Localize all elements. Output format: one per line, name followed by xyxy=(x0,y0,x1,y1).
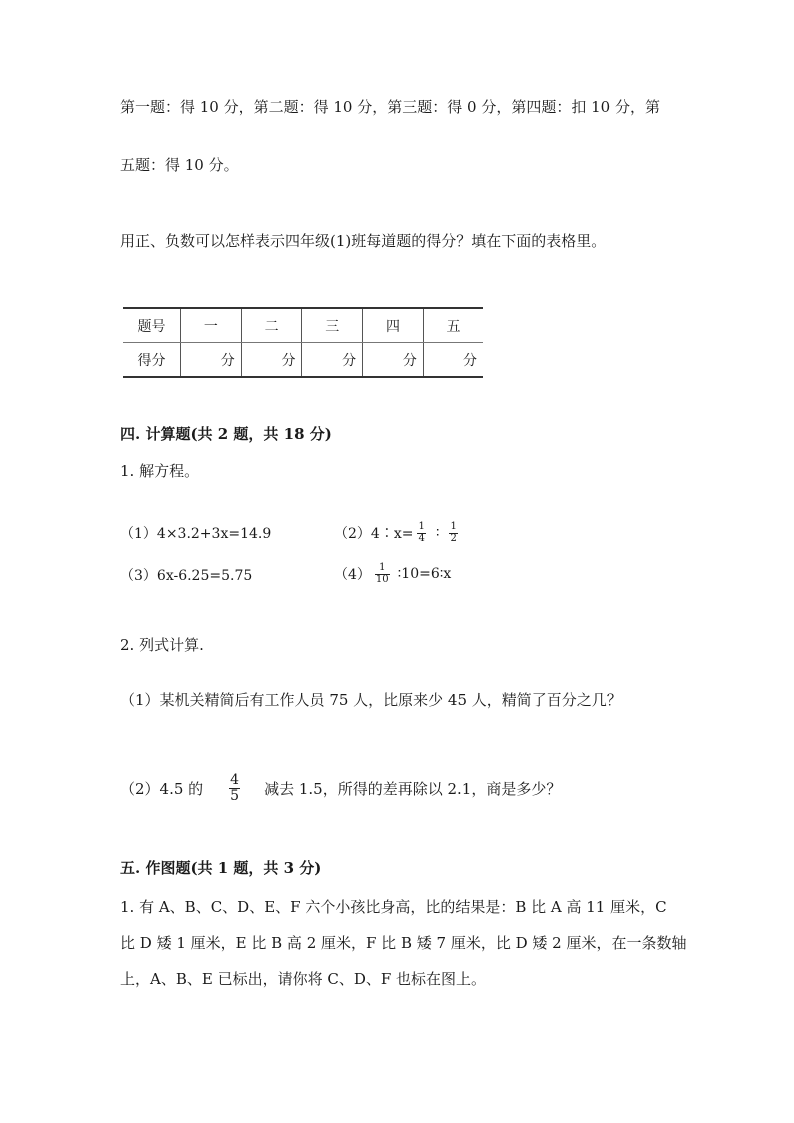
q2-2-fraction xyxy=(229,773,240,803)
equation-4-prefix: （4） xyxy=(334,567,371,583)
intro-question: 用正、负数可以怎样表示四年级(1)班每道题的得分？填在下面的表格里。 xyxy=(120,232,607,250)
fraction-numerator: 4 xyxy=(230,771,240,788)
equation-4 xyxy=(334,557,451,591)
section-4-q1-title: 1. 解方程。 xyxy=(120,462,200,480)
score-cell-4[interactable]: 分 xyxy=(363,343,424,378)
score-table-header-cell: 二 xyxy=(241,308,302,343)
score-table-header-cell: 三 xyxy=(302,308,363,343)
equation-4-suffix: ∶10=6∶x xyxy=(397,566,452,582)
fraction-numerator: 1 xyxy=(379,562,386,573)
fraction-denominator: 2 xyxy=(450,532,457,544)
section-5-line-3: 上，A、B、E 已标出，请你将 C、D、F 也标在图上。 xyxy=(120,970,487,988)
section-5-line-2: 比 D 矮 1 厘米，E 比 B 高 2 厘米，F 比 B 矮 7 厘米，比 D 矮 2 厘米，在一条数轴 xyxy=(120,934,687,952)
section-5-line-1: 1. 有 A、B、C、D、E、F 六个小孩比身高，比的结果是：B 比 A 高 11 厘米，C xyxy=(120,898,667,916)
score-cell-2[interactable]: 分 xyxy=(241,343,302,378)
section-4-title: 四. 计算题(共 2 题，共 18 分) xyxy=(120,425,332,443)
section-4-q2-title: 2. 列式计算. xyxy=(120,636,204,654)
fraction-denominator: 10 xyxy=(375,573,389,585)
section-5-title: 五. 作图题(共 1 题，共 3 分) xyxy=(120,859,322,877)
section-4-q2-2 xyxy=(120,770,561,806)
score-table-value-row xyxy=(123,343,483,378)
equation-2-prefix: （2）4∶x= xyxy=(334,526,414,542)
score-cell-1[interactable]: 分 xyxy=(181,343,242,378)
intro-line-2: 五题：得 10 分。 xyxy=(120,156,239,174)
q2-2-suffix: 减去 1.5，所得的差再除以 2.1，商是多少？ xyxy=(264,779,562,798)
equation-2-fraction-2 xyxy=(449,522,457,544)
score-table-row-label: 得分 xyxy=(123,343,181,378)
score-table-header-row xyxy=(123,308,483,343)
score-table-header-cell: 一 xyxy=(181,308,242,343)
fraction-denominator: 4 xyxy=(418,532,425,544)
score-table-header-cell: 五 xyxy=(423,308,483,343)
equation-2 xyxy=(334,516,462,550)
equation-1: （1）4×3.2+3x=14.9 xyxy=(120,526,272,542)
score-table xyxy=(123,307,483,378)
fraction-numerator: 1 xyxy=(450,521,457,532)
score-table-header-cell: 题号 xyxy=(123,308,181,343)
equation-3: （3）6x-6.25=5.75 xyxy=(120,568,253,584)
equation-2-fraction-1 xyxy=(417,522,425,544)
section-4-q2-1: （1）某机关精简后有工作人员 75 人，比原来少 45 人，精简了百分之几？ xyxy=(120,691,622,709)
fraction-denominator: 5 xyxy=(230,787,240,804)
intro-line-1: 第一题：得 10 分，第二题：得 10 分，第三题：得 0 分，第四题：扣 10 分，第 xyxy=(120,98,660,116)
q2-2-prefix: （2）4.5 的 xyxy=(120,779,204,798)
equation-4-fraction xyxy=(375,563,390,585)
score-cell-3[interactable]: 分 xyxy=(302,343,363,378)
score-cell-5[interactable]: 分 xyxy=(423,343,483,378)
score-table-header-cell: 四 xyxy=(363,308,424,343)
equation-2-colon: ∶ xyxy=(435,525,440,541)
fraction-numerator: 1 xyxy=(418,521,425,532)
